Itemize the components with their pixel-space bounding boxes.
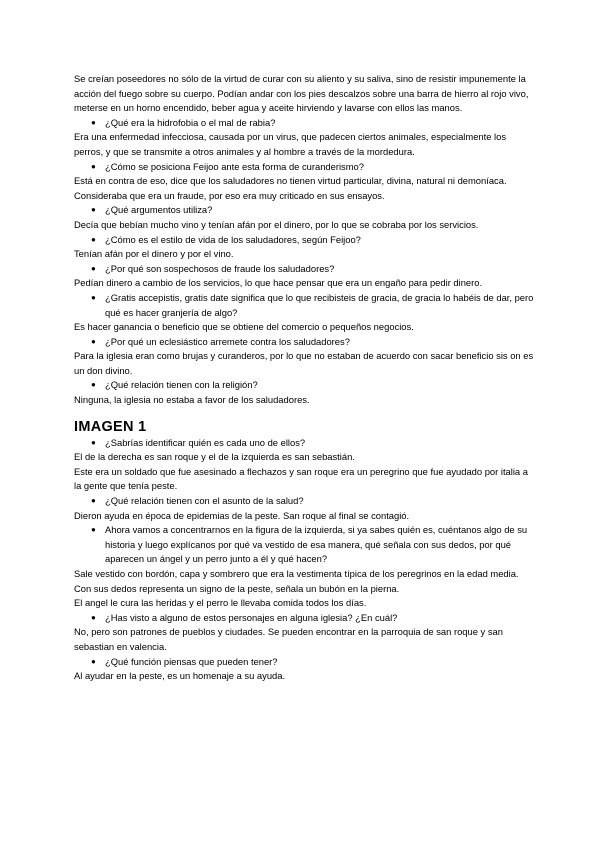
question-text: ¿Qué relación tienen con la religión?	[105, 379, 258, 391]
question-item	[74, 611, 534, 626]
answer-text: Tenían afán por el dinero y por el vino.	[74, 248, 234, 260]
bullet-icon: ●	[91, 496, 96, 506]
bullet-icon: ●	[91, 380, 96, 390]
bullet-icon: ●	[91, 292, 96, 302]
question-text: ¿Qué era la hidrofobia o el mal de rabia?	[105, 116, 276, 128]
question-text: ¿Qué argumentos utiliza?	[105, 204, 213, 216]
answer-text: Decía que bebían mucho vino y tenían afán por el dinero, por lo que se cobraba por los servicios.	[74, 218, 479, 230]
bullet-icon: ●	[91, 437, 96, 447]
question-text: ¿Por qué son sospechosos de fraude los saludadores?	[105, 262, 335, 274]
bullet-icon: ●	[91, 205, 96, 215]
question-item	[74, 494, 534, 509]
questions-section-1	[74, 116, 534, 408]
question-text: ¿Cómo es el estilo de vida de los saludadores, según Feijoo?	[105, 233, 361, 245]
section-gap	[74, 408, 534, 418]
bullet-icon: ●	[91, 263, 96, 273]
question-text: ¿Gratis accepistis, gratis date significa que lo que recibisteis de gracia, de gracia lo habéis de dar, pero qué es hacer granjería de algo?	[105, 291, 534, 318]
document-page	[74, 72, 534, 684]
bullet-icon: ●	[91, 336, 96, 346]
question-text: ¿Qué relación tienen con el asunto de la salud?	[105, 495, 304, 507]
question-item	[74, 291, 534, 320]
question-item	[74, 655, 534, 670]
question-text: ¿Qué función piensas que pueden tener?	[105, 655, 278, 667]
questions-section-2	[74, 436, 534, 684]
question-item	[74, 436, 534, 451]
bullet-icon: ●	[91, 525, 96, 535]
question-item	[74, 116, 534, 131]
bullet-icon: ●	[91, 161, 96, 171]
intro-paragraph: Se creían poseedores no sólo de la virtud de curar con su aliento y su saliva, sino de resistir impunemente la acción del fuego sobre su cuerpo. Podían andar con los pies descalzos sobre una barra de hierro al rojo vivo, meterse en un horno encendido, beber agua y aceite hirviendo y lavarse con ellos las manos.	[74, 73, 529, 114]
answer-text: Para la iglesia eran como brujas y curanderos, por lo que no estaban de acuerdo con sacar beneficio sis on es un don divino.	[74, 350, 534, 376]
question-item	[74, 378, 534, 393]
answer-text: Pedían dinero a cambio de los servicios, lo que hace pensar que era un engaño para pedir dinero.	[74, 277, 483, 289]
answer-text: Sale vestido con bordón, capa y sombrero que era la vestimenta típica de los peregrinos en la edad media.	[74, 568, 519, 579]
answer-text: Ninguna, la iglesia no estaba a favor de los saludadores.	[74, 394, 310, 406]
question-text: ¿Sabrías identificar quién es cada uno de ellos?	[105, 436, 306, 448]
answer-text: El de la derecha es san roque y el de la izquierda es san sebastián.	[74, 451, 355, 463]
question-item	[74, 203, 534, 218]
answer-text: Está en contra de eso, dice que los saludadores no tienen virtud particular, divina, natural ni demoníaca. Consideraba que era un fraude, por eso era muy criticado en sus ensayos.	[74, 175, 507, 201]
answer-text: No, pero son patrones de pueblos y ciudades. Se pueden encontrar en la parroquia de san roque y san sebastian en valencia.	[74, 626, 503, 652]
question-text: Ahora vamos a concentrarnos en la figura de la izquierda, si ya sabes quién es, cuéntanos algo de su historia y luego explícanos por qué va vestido de esa manera, qué señala con sus dedos, por qué aparecen un ángel y un perro junto a él y qué hacen?	[105, 524, 528, 565]
question-text: ¿Por qué un eclesiástico arremete contra los saludadores?	[105, 335, 350, 347]
question-item	[74, 233, 534, 248]
question-text: ¿Cómo se posiciona Feijoo ante esta forma de curanderismo?	[105, 160, 364, 172]
answer-text: Dieron ayuda en época de epidemias de la peste. San roque al final se contagió.	[74, 509, 410, 521]
question-text: ¿Has visto a alguno de estos personajes en alguna iglesia? ¿En cuál?	[105, 611, 398, 623]
section-heading: IMAGEN 1	[74, 418, 147, 435]
answer-text: Era una enfermedad infecciosa, causada por un virus, que padecen ciertos animales, especialmente los perros, y que se transmite a otros animales y al hombre a través de la mordedura.	[74, 131, 507, 157]
answer-text: El angel le cura las heridas y el perro le llevaba comida todos los días.	[74, 597, 367, 609]
answer-text: Con sus dedos representa un signo de la peste, señala un bubón en la pierna.	[74, 582, 400, 594]
answer-text: Es hacer ganancia o beneficio que se obtiene del comercio o pequeños negocios.	[74, 321, 414, 333]
question-item	[74, 523, 534, 567]
answer-text: Al ayudar en la peste, es un homenaje a su ayuda.	[74, 670, 286, 682]
question-item	[74, 262, 534, 277]
bullet-icon: ●	[91, 656, 96, 666]
bullet-icon: ●	[91, 612, 96, 622]
question-item	[74, 160, 534, 175]
bullet-icon: ●	[91, 234, 96, 244]
answer-text: Este era un soldado que fue asesinado a flechazos y san roque era un peregrino que fue ayudado por italia a la gente que tenía peste.	[74, 465, 528, 492]
bullet-icon: ●	[91, 117, 96, 127]
question-item	[74, 335, 534, 350]
